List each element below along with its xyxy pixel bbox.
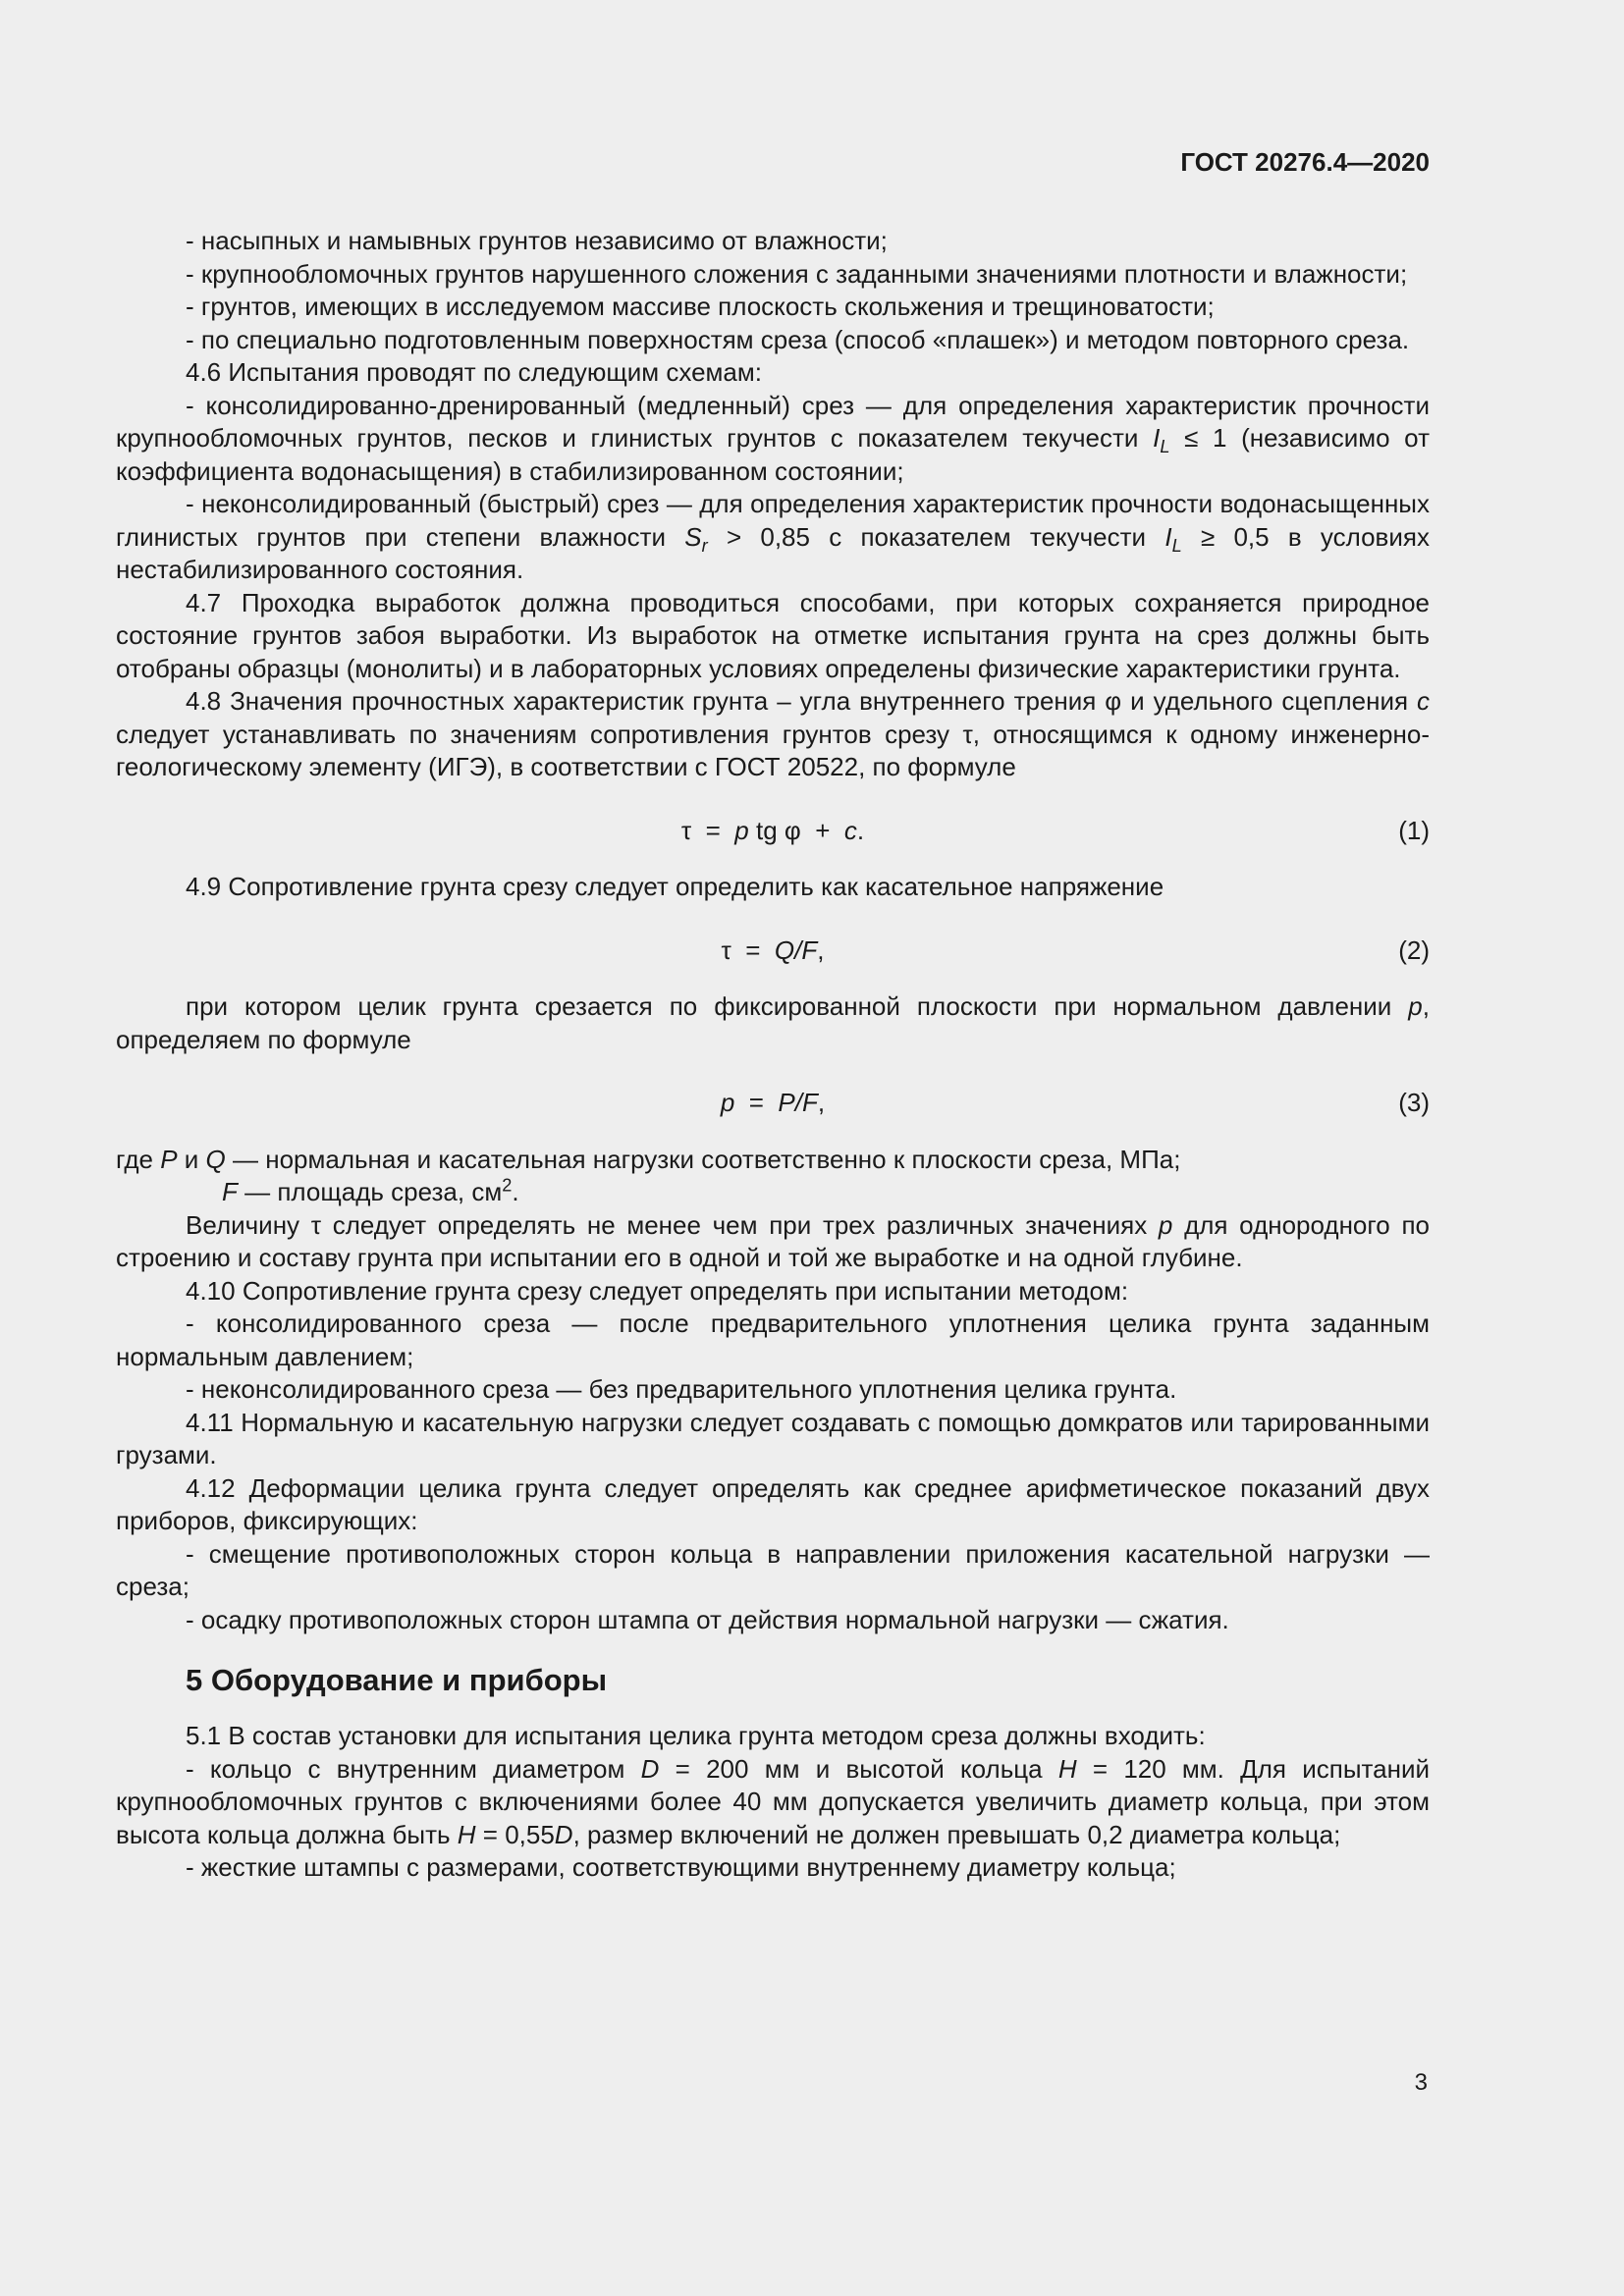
clause-4-10: 4.10 Сопротивление грунта срезу следует определять при испытании методом: <box>186 1275 1129 1306</box>
formula-1-number: (1) <box>1398 815 1430 845</box>
list-item: - осадку противоположных сторон штампа от действия нормальной нагрузки — сжатия. <box>186 1604 1229 1634</box>
paragraph: Величину τ следует определять не менее чем при трех различных значениях p для однородного по строению и составу грунта при испытании его в одной и той же выработке и на одной глубине. <box>116 1209 1430 1272</box>
list-item: - грунтов, имеющих в исследуемом массиве плоскость скольжения и трещиноватости; <box>186 292 1215 321</box>
list-item: - консолидированно-дренированный (медленный) срез — для определения характеристик прочности крупнообломочных грунтов, песков и глинистых грунтов с показателем текучести $I_L \le 1$ (независимо от коэффициента водонасыщения) в стабилизированном состоянии; <box>116 390 1430 486</box>
clause-4-12: 4.12 Деформации целика грунта следует определять как среднее арифметическое показаний двух приборов, фиксирующих: <box>116 1472 1430 1535</box>
formula-3-body: p = P/F, <box>720 1088 826 1117</box>
page-number: 3 <box>1414 2069 1428 2096</box>
list-item: - консолидированного среза — после предварительного уплотнения целика грунта заданным нормальным давлением; <box>116 1308 1430 1371</box>
document-body <box>116 225 1430 1885</box>
list-item: - неконсолидированный (быстрый) срез — для определения характеристик прочности водонасыщенных глинистых грунтов при степени влажности $S_r > 0,85$ с показателем текучести $I_L \ge 0,5$ в условиях нестабилизированного состояния. <box>116 489 1430 584</box>
section-heading: 5 Оборудование и приборы <box>186 1663 608 1697</box>
formula-1-body: τ = p tg φ + c. <box>680 815 865 845</box>
clause-5-1: 5.1 В состав установки для испытания целика грунта методом среза должны входить: <box>186 1721 1206 1750</box>
list-item: - смещение противоположных сторон кольца в направлении приложения касательной нагрузки — среза; <box>116 1538 1430 1601</box>
where-clause: F — площадь среза, $см^2$. <box>222 1175 519 1206</box>
formula-3-number: (3) <box>1398 1088 1430 1117</box>
clause-4-8: 4.8 Значения прочностных характеристик грунта – угла внутреннего трения φ и удельного сцепления c следует устанавливать по значениям сопротивления грунтов срезу τ, относящимся к одному инженерно-геологическому элементу (ИГЭ), в соответствии с ГОСТ 20522, по формуле <box>116 686 1430 781</box>
list-item: - крупнообломочных грунтов нарушенного сложения с заданными значениями плотности и влажности; <box>186 258 1408 289</box>
paragraph: при котором целик грунта срезается по фиксированной плоскости при нормальном давлении p, определяем по формуле <box>116 991 1430 1054</box>
list-item: - жесткие штампы с размерами, соответствующими внутреннему диаметру кольца; <box>186 1852 1176 1882</box>
formula-2-number: (2) <box>1398 934 1430 965</box>
formula-3 <box>116 1087 1430 1120</box>
list-item: - кольцо с внутренним диаметром D = 200 мм и высотой кольца H = 120 мм. Для испытаний крупнообломочных грунтов с включениями более 40 мм допускается увеличить диаметр кольца, при этом высота кольца должна быть H = 0,55D, размер включений не должен превышать 0,2 диаметра кольца; <box>116 1753 1431 1849</box>
clause-4-11: 4.11 Нормальную и касательную нагрузки следует создавать с помощью домкратов или тарированными грузами. <box>116 1407 1430 1469</box>
clause-4-7: 4.7 Проходка выработок должна проводиться способами, при которых сохраняется природное состояние грунтов забоя выработки. Из выработок на отметке испытания грунта на срез должны быть отобраны образцы (монолиты) и в лабораторных условиях определены физические характеристики грунта. <box>116 587 1430 683</box>
clause-4-9: 4.9 Сопротивление грунта срезу следует определить как касательное напряжение <box>186 872 1164 901</box>
where-clause: где P и Q — нормальная и касательная нагрузки соответственно к плоскости среза, МПа; <box>116 1144 1181 1174</box>
formula-2-body: τ = Q/F, <box>721 934 825 965</box>
document-header: ГОСТ 20276.4—2020 <box>1180 147 1430 177</box>
formula-1 <box>116 815 1430 848</box>
list-item: - по специально подготовленным поверхностям среза (способ «плашек») и методом повторного среза. <box>186 324 1410 354</box>
formula-2 <box>116 934 1430 968</box>
list-item: - неконсолидированного среза — без предварительного уплотнения целика грунта. <box>186 1374 1177 1404</box>
clause-4-6: 4.6 Испытания проводят по следующим схемам: <box>186 357 762 387</box>
list-item: - насыпных и намывных грунтов независимо от влажности; <box>186 226 888 255</box>
